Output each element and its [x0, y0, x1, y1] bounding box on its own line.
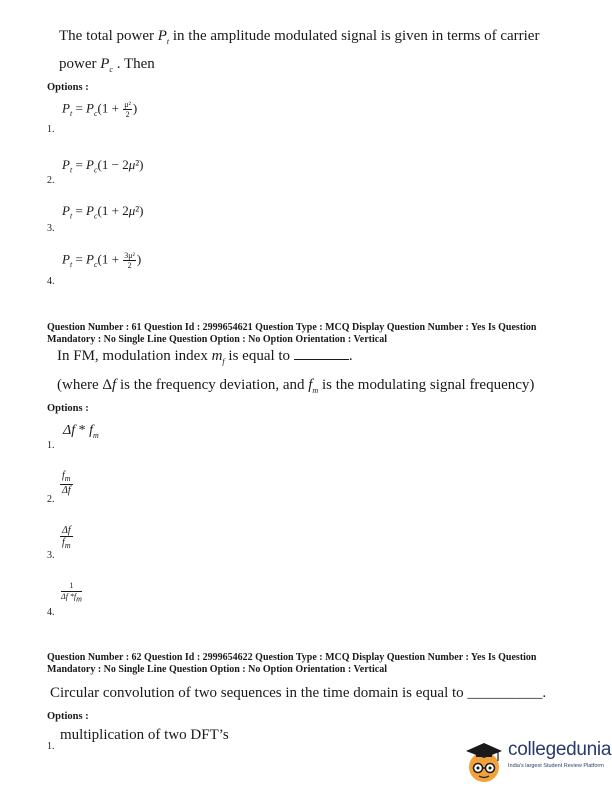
q60-option-2[interactable]: $P_t = P_c(1 - 2\mu^2)$: [62, 157, 144, 175]
q61-meta-line1: Question Number : 61 Question Id : 2999654621 Question Type : MCQ Display Question Number : Yes Is Question: [47, 322, 537, 333]
q60-option-4[interactable]: $P_t = P_c(1$ + $\frac{\text{3μ²}}{2}$ ): [62, 251, 142, 270]
q62-options-label: Options :: [47, 711, 89, 722]
q62-meta-line1: Question Number : 62 Question Id : 2999654622 Question Type : MCQ Display Question Number : Yes Is Question: [47, 652, 537, 663]
q61-option-4-number: 4.: [47, 607, 55, 618]
q60-option-4-number: 4.: [47, 276, 55, 287]
q62-meta-line2: Mandatory : No Single Line Question Option : No Option Orientation : Vertical: [47, 664, 388, 675]
q62-meta: [47, 652, 575, 676]
q60-question-text: The total power $P_t$ in the amplitude modulated signal is given in terms of carrier: [59, 28, 540, 46]
q61-meta: [47, 322, 575, 346]
q61-option-1-number: 1.: [47, 440, 55, 451]
q60-option-2-number: 2.: [47, 175, 55, 186]
q61-question-text: In FM, modulation index $m_f$ is equal to .: [57, 348, 353, 366]
q60-question-text-line2: power $P_c$ . Then: [59, 56, 155, 74]
q61-question-note: (where Δf is the frequency deviation, and $f_m$ is the modulating signal frequency): [57, 377, 535, 395]
q60-option-1-number: 1.: [47, 124, 55, 135]
logo-wordmark: collegedunia: [508, 739, 612, 760]
q61-option-3[interactable]: $\frac{\Delta f}{f_m}$: [62, 525, 71, 550]
q61-option-2[interactable]: $\frac{f_m}{\Delta f}$: [61, 470, 71, 496]
q62-option-1[interactable]: multiplication of two DFT’s: [60, 727, 229, 743]
collegedunia-logo: [464, 737, 612, 787]
q61-options-label: Options :: [47, 403, 89, 414]
q62-option-1-number: 1.: [47, 741, 55, 752]
q61-option-4[interactable]: $\frac{1}{\Delta f *f_m}$: [61, 581, 82, 604]
logo-tagline: India's largest Student Review Platform: [508, 763, 604, 769]
q62-question-text: Circular convolution of two sequences in the time domain is equal to __________.: [50, 685, 547, 701]
q60-options-label: Options :: [47, 82, 89, 93]
q60-option-1[interactable]: $P_t = P_c(1$ + $\frac{\text{μ²}}{2}$ ): [62, 100, 138, 119]
graduate-mascot-icon: [464, 737, 508, 787]
q61-option-2-number: 2.: [47, 494, 55, 505]
q60-option-3[interactable]: $P_t = P_c(1 + 2\mu^2)$: [62, 203, 144, 221]
q61-option-3-number: 3.: [47, 550, 55, 561]
q61-meta-line2: Mandatory : No Single Line Question Option : No Option Orientation : Vertical: [47, 334, 388, 345]
q60-option-3-number: 3.: [47, 223, 55, 234]
q61-option-1[interactable]: Δf * $f_m$: [63, 423, 99, 440]
